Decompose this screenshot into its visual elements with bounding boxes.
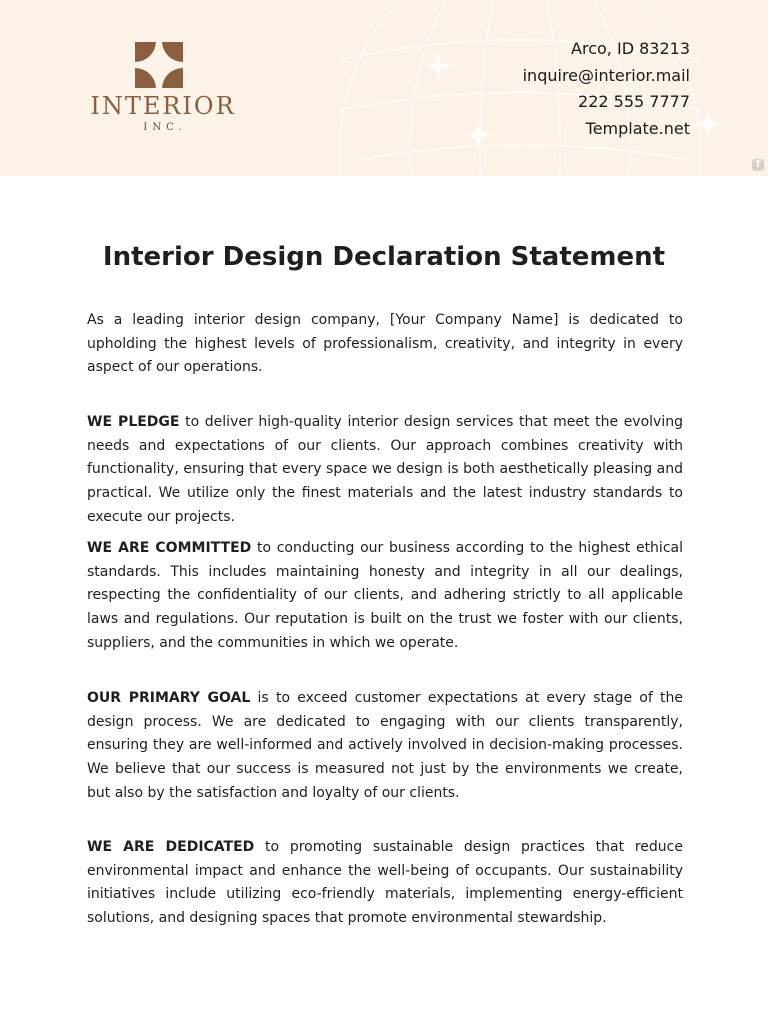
paragraph-body: to promoting sustainable design practices that reduce environmental impact and enhance the well-being of occupants. Our sustainability initiatives include utilizing eco-friendly materials, implementing energy-efficient solutions, and designing spaces that promote environmental stewardship. — [87, 839, 683, 927]
paragraph-lead: OUR PRIMARY GOAL — [87, 690, 251, 706]
logo-wordmark: INTERIOR — [90, 92, 236, 120]
paragraph-lead: WE PLEDGE — [87, 414, 180, 430]
intro-paragraph: As a leading interior design company, [Your Company Name] is dedicated to upholding the highest levels of professionalism, creativity, and integrity in every aspect of our operations. — [87, 312, 683, 376]
pledge-paragraph — [87, 411, 683, 530]
dedication-paragraph — [87, 836, 683, 931]
four-petal-square-logo-icon — [135, 42, 183, 88]
paragraph-body: to conducting our business according to the highest ethical standards. This includes maintaining honesty and integrity in all our dealings, respecting the confidentiality of our clients, and adhering strictly to all applicable laws and regulations. Our reputation is built on the trust we foster with our clients, suppliers, and the communities in which we operate. — [87, 540, 683, 651]
contact-info — [523, 36, 690, 142]
primary-goal-paragraph — [87, 687, 683, 806]
company-logo — [80, 42, 246, 136]
commitment-paragraph — [87, 537, 683, 656]
document-title: Interior Design Declaration Statement — [102, 242, 666, 272]
paragraph-body: to deliver high-quality interior design services that meet the evolving needs and expectations of our clients. Our approach combines creativity with functionality, ensuring that every space we design is both aesthetically pleasing and practical. We utilize only the finest materials and the latest industry standards to execute our projects. — [87, 414, 683, 525]
contact-phone: 222 555 7777 — [578, 92, 690, 111]
paragraph-lead: WE ARE COMMITTED — [87, 540, 252, 556]
logo-subtitle: INC. — [143, 122, 187, 133]
contact-website: Template.net — [585, 118, 690, 138]
template-badge-icon: T — [752, 159, 764, 171]
contact-email: inquire@interior.mail — [522, 65, 690, 85]
paragraph-lead: WE ARE DEDICATED — [87, 839, 255, 855]
paragraph-body: is to exceed customer expectations at every stage of the design process. We are dedicated to engaging with our clients transparently, ensuring they are well-informed and actively involved in decision-making processes. We believe that our success is measured not just by the environments we create, but also by the satisfaction and loyalty of our clients. — [87, 690, 683, 801]
contact-address: Arco, ID 83213 — [571, 39, 690, 58]
letterhead — [0, 0, 768, 176]
